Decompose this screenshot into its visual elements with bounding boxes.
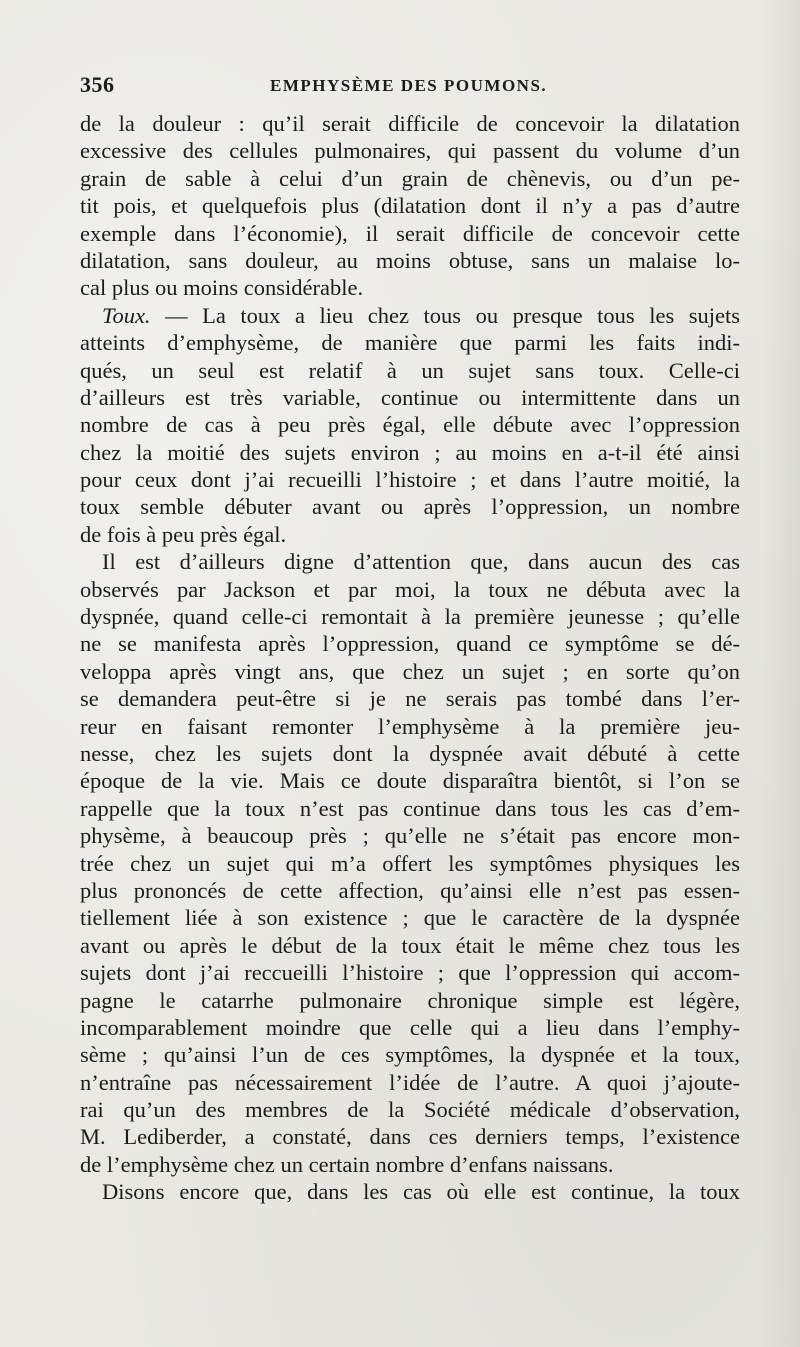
- text-line: d’ailleurs est très variable, continue ou intermittente dans un: [80, 384, 740, 410]
- text-line: exemple dans l’économie), il serait difficile de concevoir cette: [80, 220, 740, 246]
- body-text: [80, 110, 740, 1206]
- text-line: sème ; qu’ainsi l’un de ces symptômes, la dyspnée et la toux,: [80, 1042, 740, 1068]
- text-line: pour ceux dont j’ai recueilli l’histoire ; et dans l’autre moitié, la: [80, 467, 740, 493]
- text-line: tit pois, et quelquefois plus (dilatation dont il n’y a pas d’autre: [80, 193, 740, 219]
- text-line: grain de sable à celui d’un grain de chènevis, ou d’un pe-: [80, 165, 740, 191]
- text-line: dyspnée, quand celle-ci remontait à la première jeunesse ; qu’elle: [80, 604, 740, 630]
- text-line: n’entraîne pas nécessairement l’idée de l’autre. A quoi j’ajoute-: [80, 1069, 740, 1095]
- text-line: atteints d’emphysème, de manière que parmi les faits indi-: [80, 330, 740, 356]
- page-header: [80, 72, 740, 104]
- text-line: de la douleur : qu’il serait difficile de concevoir la dilatation: [80, 111, 740, 136]
- text-line: tiellement liée à son existence ; que le caractère de la dyspnée: [80, 905, 740, 931]
- text-line: Disons encore que, dans les cas où elle est continue, la toux: [102, 1179, 740, 1205]
- text-line: incomparablement moindre que celle qui a lieu dans l’emphy-: [80, 1014, 740, 1040]
- text-line: avant ou après le début de la toux était le même chez tous les: [80, 932, 740, 958]
- text-line: observés par Jackson et par moi, la toux ne débuta avec la: [80, 576, 740, 602]
- text-line: qués, un seul est relatif à un sujet sans toux. Celle-ci: [80, 357, 740, 383]
- italic-lead: Toux.: [102, 302, 151, 328]
- text-line: toux semble débuter avant ou après l’oppression, un nombre: [80, 494, 740, 520]
- text-line: physème, à beaucoup près ; qu’elle ne s’était pas encore mon-: [80, 823, 740, 849]
- text-line: plus prononcés de cette affection, qu’ainsi elle n’est pas essen-: [80, 877, 740, 903]
- text-line: nombre de cas à peu près égal, elle débute avec l’oppression: [80, 412, 740, 438]
- text-line: chez la moitié des sujets environ ; au moins en a-t-il été ainsi: [80, 439, 740, 465]
- page-edge-shadow: [760, 0, 800, 1347]
- text-line: de l’emphysème chez un certain nombre d’enfans naissans.: [80, 1151, 614, 1177]
- text-line: excessive des cellules pulmonaires, qui passent du volume d’un: [80, 138, 740, 164]
- text-line: sujets dont j’ai reccueilli l’histoire ; que l’oppression qui accom-: [80, 960, 740, 986]
- page-number: 356: [80, 72, 115, 97]
- text-line: trée chez un sujet qui m’a offert les symptômes physiques les: [80, 850, 740, 876]
- text-line: nesse, chez les sujets dont la dyspnée avait débuté à cette: [80, 740, 740, 766]
- text-line: rai qu’un des membres de la Société médicale d’observation,: [80, 1097, 740, 1123]
- text-line: dilatation, sans douleur, au moins obtuse, sans un malaise lo-: [80, 247, 740, 273]
- running-head: EMPHYSÈME DES POUMONS.: [270, 76, 548, 95]
- text-line: époque de la vie. Mais ce doute disparaîtra bientôt, si l’on se: [80, 768, 740, 794]
- text-line-toux: [80, 302, 740, 329]
- text-line: veloppa après vingt ans, que chez un sujet ; en sorte qu’on: [80, 658, 740, 684]
- text-line-rest: — La toux a lieu chez tous ou presque tous les sujets: [165, 302, 740, 328]
- text-line: ne se manifesta après l’oppression, quand ce symptôme se dé-: [80, 631, 740, 657]
- text-line: reur en faisant remonter l’emphysème à la première jeu-: [80, 713, 740, 739]
- text-line: de fois à peu près égal.: [80, 521, 287, 547]
- text-line: Il est d’ailleurs digne d’attention que, dans aucun des cas: [102, 549, 740, 575]
- text-line: se demandera peut-être si je ne serais pas tombé dans l’er-: [80, 686, 740, 712]
- text-line: rappelle que la toux n’est pas continue dans tous les cas d’em-: [80, 795, 740, 821]
- text-line: cal plus ou moins considérable.: [80, 275, 364, 301]
- text-line: pagne le catarrhe pulmonaire chronique simple est légère,: [80, 987, 740, 1013]
- text-line: M. Lediberder, a constaté, dans ces derniers temps, l’existence: [80, 1124, 740, 1150]
